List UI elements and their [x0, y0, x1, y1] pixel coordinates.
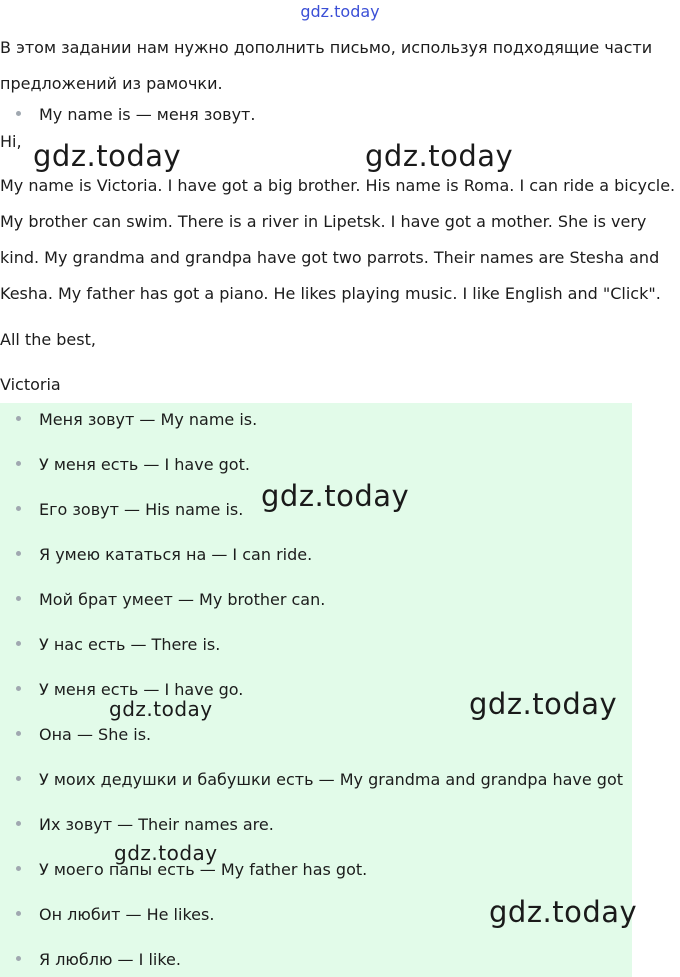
letter-signature: Victoria [0, 375, 61, 394]
phrase-item [16, 545, 312, 564]
site-logo[interactable]: gdz.today [300, 2, 380, 21]
watermark: gdz.today [33, 139, 182, 173]
phrase-item [16, 500, 243, 519]
phrase-text: У меня есть — I have go. [39, 680, 244, 699]
phrase-text: Его зовут — His name is. [39, 500, 244, 519]
phrase-text: Я умею кататься на — I can ride. [39, 545, 313, 564]
letter-body: My name is Victoria. I have got a big brother. His name is Roma. I can ride a bicycle. My brother can swim. There is a river in Lipetsk. I have got a mother. She is very kind. My grandma and grandpa have got two parrots. Their names are Stesha and Kesha. My father has got a piano. He likes playing music. I like English and "Click". [0, 176, 676, 303]
bullet-icon [16, 551, 21, 556]
phrase-item [16, 455, 250, 474]
letter-greeting: Hi, [0, 132, 22, 151]
phrase-item [16, 950, 181, 969]
phrase-item [16, 635, 220, 654]
bullet-icon [16, 911, 21, 916]
bullet-icon [16, 866, 21, 871]
bullet-icon [16, 641, 21, 646]
phrase-item [16, 590, 325, 609]
bullet-icon [16, 596, 21, 601]
bullet-icon [16, 821, 21, 826]
phrase-text: Я люблю — I like. [39, 950, 181, 969]
phrase-item [16, 770, 623, 789]
bullet-icon [16, 461, 21, 466]
phrase-item [16, 905, 214, 924]
phrase-text: У моего папы есть — My father has got. [39, 860, 368, 879]
bullet-icon [16, 416, 21, 421]
watermark: gdz.today [469, 687, 618, 721]
phrase-item [16, 725, 151, 744]
letter-closing: All the best, [0, 330, 96, 349]
hint-text: My name is — меня зовут. [39, 105, 256, 124]
watermark: gdz.today [109, 697, 213, 721]
bullet-icon [16, 776, 21, 781]
phrase-text: У меня есть — I have got. [39, 455, 250, 474]
phrase-text: Она — She is. [39, 725, 152, 744]
bullet-icon [16, 956, 21, 961]
watermark: gdz.today [365, 139, 514, 173]
phrase-text: У моих дедушки и бабушки есть — My grandma and grandpa have got [39, 770, 624, 789]
phrase-text: У нас есть — There is. [39, 635, 221, 654]
watermark: gdz.today [489, 895, 638, 929]
phrase-text: Мой брат умеет — My brother can. [39, 590, 326, 609]
phrase-item [16, 815, 274, 834]
bullet-icon [16, 686, 21, 691]
phrase-text: Меня зовут — My name is. [39, 410, 258, 429]
watermark: gdz.today [261, 479, 410, 513]
phrase-text: Он любит — He likes. [39, 905, 215, 924]
task-intro: В этом задании нам нужно дополнить письмо, используя подходящие части предложений из рамочки. [0, 38, 653, 93]
bullet-icon [16, 111, 21, 116]
phrase-text: Их зовут — Their names are. [39, 815, 274, 834]
bullet-icon [16, 731, 21, 736]
phrase-item [16, 410, 257, 429]
hint-item [16, 105, 255, 124]
bullet-icon [16, 506, 21, 511]
watermark: gdz.today [114, 841, 218, 865]
